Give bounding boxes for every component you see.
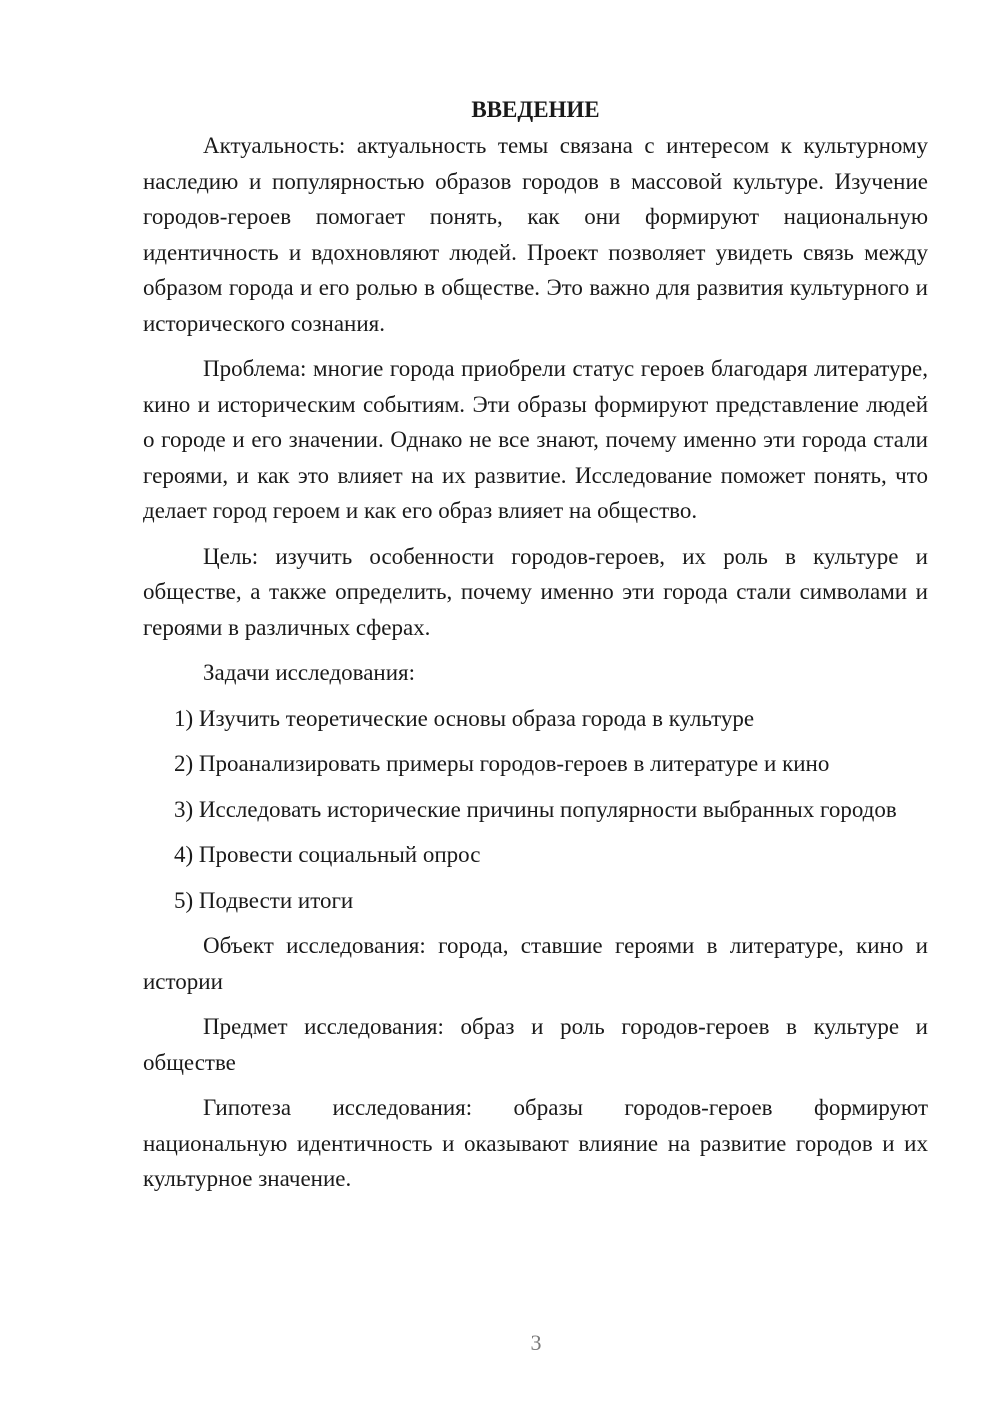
hypothesis-paragraph: Гипотеза исследования: образы городов-героев формируют национальную идентичность и оказывают влияние на развитие городов и их культурное значение. [143, 1095, 928, 1191]
task-item-3: 3) Исследовать исторические причины популярности выбранных городов [174, 796, 897, 822]
task-item-2: 2) Проанализировать примеры городов-героев в литературе и кино [174, 751, 830, 776]
object-paragraph: Объект исследования: города, ставшие героями в литературе, кино и истории [143, 933, 928, 994]
task-item-1: 1) Изучить теоретические основы образа города в культуре [174, 705, 755, 731]
tasks-heading: Задачи исследования: [203, 660, 416, 685]
page-number: 3 [530, 1330, 542, 1355]
document-page [143, 92, 928, 1207]
section-title: ВВЕДЕНИЕ [471, 97, 600, 122]
subject-paragraph: Предмет исследования: образ и роль городов-героев в культуре и обществе [143, 1014, 928, 1075]
relevance-paragraph: Актуальность: актуальность темы связана с интересом к культурному наследию и популярностью образов городов в массовой культуре. Изучение городов-героев помогает понять, как они формируют национальную идентичность и вдохновляют людей. Проект позволяет увидеть связь между образом города и его ролью в обществе. Это важно для развития культурного и исторического сознания. [143, 133, 928, 336]
goal-paragraph: Цель: изучить особенности городов-героев, их роль в культуре и обществе, а также определить, почему именно эти города стали символами и героями в различных сферах. [143, 543, 928, 640]
problem-paragraph: Проблема: многие города приобрели статус героев благодаря литературе, кино и историческим событиям. Эти образы формируют представление людей о городе и его значении. Однако не все знают, почему именно эти города стали героями, и как это влияет на их развитие. Исследование поможет понять, что делает город героем и как его образ влияет на общество. [143, 356, 928, 523]
task-item-4: 4) Провести социальный опрос [174, 842, 481, 867]
task-item-5: 5) Подвести итоги [174, 887, 354, 913]
